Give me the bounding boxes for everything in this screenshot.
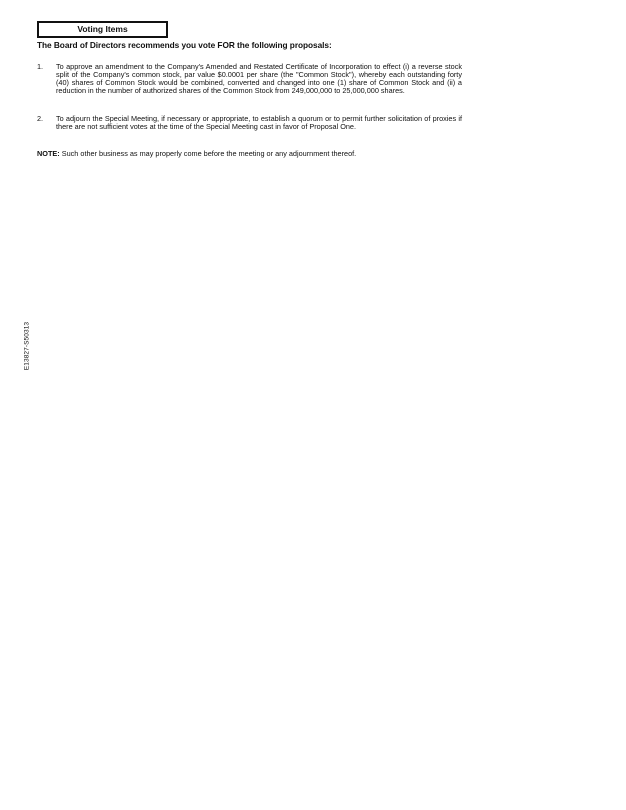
proposal-number: 2. bbox=[37, 114, 44, 123]
note-text: Such other business as may properly come before the meeting or any adjournment thereof. bbox=[59, 149, 357, 158]
proposal-item bbox=[37, 115, 462, 131]
note-line bbox=[37, 149, 356, 158]
voting-items-title: Voting Items bbox=[77, 24, 128, 34]
proposal-item bbox=[37, 63, 462, 95]
proposal-text: To adjourn the Special Meeting, if necessary or appropriate, to establish a quorum or to permit further solicitation of proxies if there are not sufficient votes at the time of the Special Meeting cast in favor of Proposal One. bbox=[56, 114, 462, 132]
document-control-code: E13827-S50313 bbox=[23, 321, 31, 371]
proposal-number: 1. bbox=[37, 62, 44, 71]
voting-items-header bbox=[37, 21, 168, 38]
note-label: NOTE: bbox=[37, 149, 60, 158]
proposal-text: To approve an amendment to the Company's Amended and Restated Certificate of Incorporation to effect (i) a reverse stock split of the Company's common stock, par value $0.0001 per share (the "Common Stock"), whereby each outstanding forty (40) shares of Common Stock would be combined, converted and changed into one (1) share of Common Stock and (ii) a reduction in the number of authorized shares of the Common Stock from 249,000,000 to 25,000,000 shares. bbox=[56, 62, 462, 96]
board-recommendation: The Board of Directors recommends you vote FOR the following proposals: bbox=[37, 40, 332, 50]
